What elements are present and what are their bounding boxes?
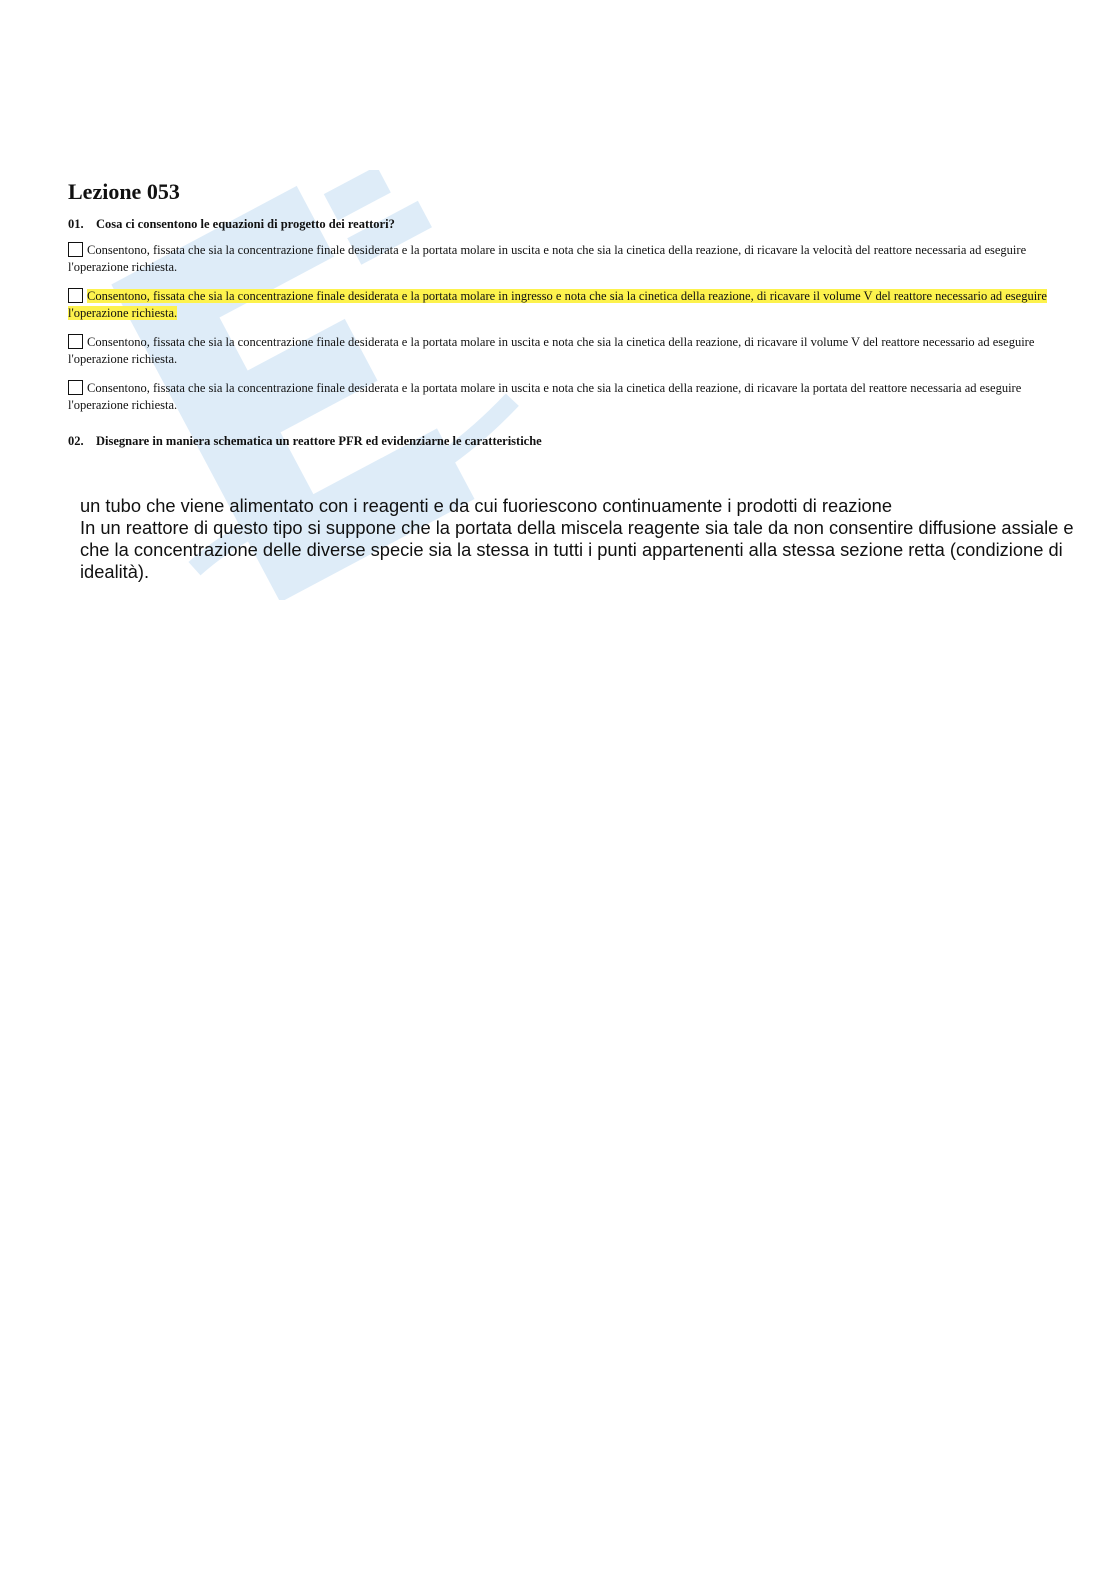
checkbox-icon[interactable]: [68, 288, 83, 303]
answer-line-2: In un reattore di questo tipo si suppone che la portata della miscela reagente sia tale da non consentire diffusione assiale e che la concentrazione delle diverse specie sia la stessa in tutti i punti appartenenti alla stessa sezione retta (condizione di idealità).: [80, 517, 1074, 582]
answer-option-correct[interactable]: [68, 288, 1058, 321]
question-2: [68, 433, 1058, 449]
answer-line-1: un tubo che viene alimentato con i reagenti e da cui fuoriescono continuamente i prodotti di reazione: [80, 495, 893, 516]
document-page: [68, 178, 1058, 459]
lesson-title: Lezione 053: [68, 179, 180, 204]
option-text: Consentono, fissata che sia la concentrazione finale desiderata e la portata molare in uscita e nota che sia la cinetica della reazione, di ricavare la portata del reattore necessaria ad eseguire l'operazione richiesta.: [68, 381, 1022, 412]
option-text-highlighted: Consentono, fissata che sia la concentrazione finale desiderata e la portata molare in ingresso e nota che sia la cinetica della reazione, di ricavare il volume V del reattore necessario ad eseguire l'operazione richiesta.: [68, 289, 1047, 320]
question-text: Disegnare in maniera schematica un reattore PFR ed evidenziarne le caratteristiche: [96, 434, 542, 448]
question-number: 02.: [68, 434, 84, 448]
question-1: [68, 216, 1058, 232]
checkbox-icon[interactable]: [68, 242, 83, 257]
written-answer: [80, 495, 1080, 583]
question-number: 01.: [68, 217, 84, 231]
option-text: Consentono, fissata che sia la concentrazione finale desiderata e la portata molare in uscita e nota che sia la cinetica della reazione, di ricavare il volume V del reattore necessario ad eseguire l'operazione richiesta.: [68, 335, 1035, 366]
question-text: Cosa ci consentono le equazioni di progetto dei reattori?: [96, 217, 395, 231]
option-text: Consentono, fissata che sia la concentrazione finale desiderata e la portata molare in uscita e nota che sia la cinetica della reazione, di ricavare la velocità del reattore necessaria ad eseguire l'operazione richiesta.: [68, 243, 1027, 274]
answer-option[interactable]: [68, 242, 1058, 275]
answer-option[interactable]: [68, 334, 1058, 367]
checkbox-icon[interactable]: [68, 380, 83, 395]
checkbox-icon[interactable]: [68, 334, 83, 349]
answer-option[interactable]: [68, 380, 1058, 413]
